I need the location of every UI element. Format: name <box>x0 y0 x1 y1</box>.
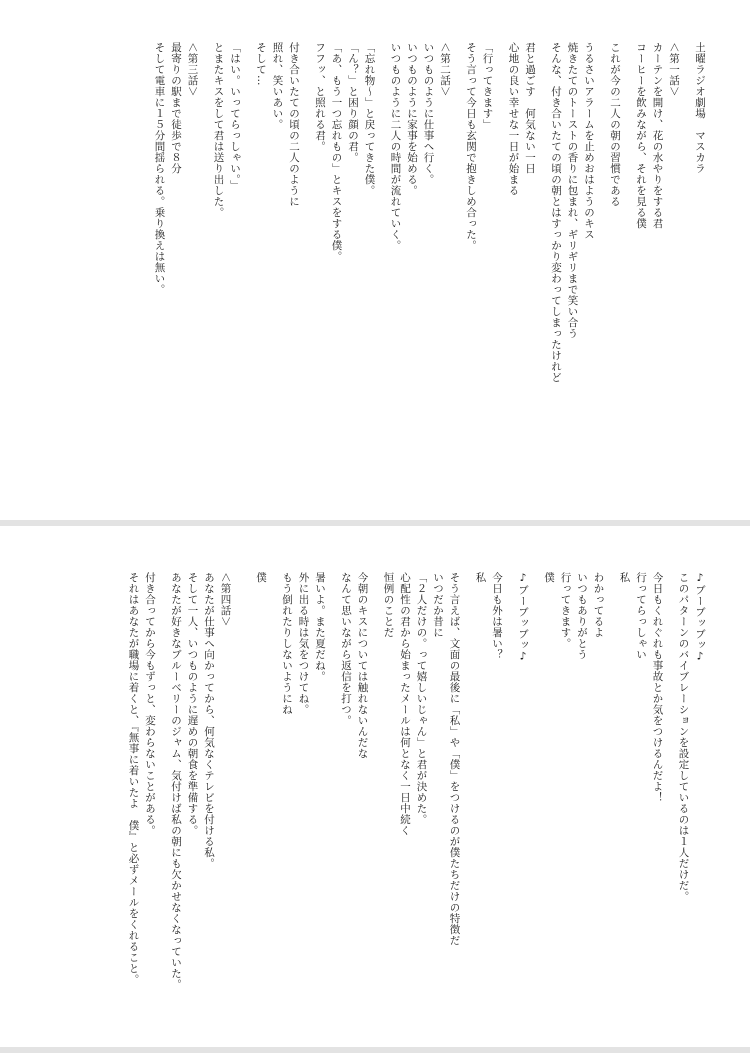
text-column: 付き合いたての頃の二人のように <box>288 42 300 207</box>
text-column: とまたキスをして君は送り出した。 <box>212 42 225 218</box>
text-column: うるさいアラームを止めおはようのキス <box>583 42 595 240</box>
text-column: 私 <box>618 572 631 583</box>
text-column: ＜第三話＞ <box>186 42 199 97</box>
text-column: いつものように家事を始める。 <box>406 42 418 196</box>
text-column: このパターンのバイブレーションを設定しているのは１人だけだ。 <box>677 572 690 902</box>
text-column: そんな、付き合いたての頃の朝とはすっかり変わってしまったけれど <box>550 42 562 383</box>
text-column: 心地の良い幸せな一日が始まる <box>507 42 520 196</box>
text-column: 今日も外は暑い？ <box>491 572 503 660</box>
text-column: そう言えば、文面の最後に「私」や「僕」をつけるのが僕たちだけの特徴だ <box>448 572 461 946</box>
text-column: 恒例のことだ <box>382 572 395 638</box>
text-column: いつものように仕事へ行く。 <box>422 42 435 185</box>
text-column: 「あ、もう一つ忘れもの」とキスをする僕。 <box>330 42 343 262</box>
text-column: なんて思いながら返信を打つ。 <box>340 572 352 726</box>
text-column: ♪ブーブッブッ♪ <box>517 572 529 663</box>
text-column: 私 <box>474 572 487 583</box>
text-column: もう倒れたりしないようにね <box>281 572 293 715</box>
text-column: そして電車に１５分間揺られる。乗り換えは無い。 <box>153 42 166 295</box>
text-column: 「ん？」と困り顔の君。 <box>347 42 359 163</box>
text-column: 付き合ってから今もずっと、変わらないことがある。 <box>144 572 156 836</box>
text-column: 僕 <box>543 572 555 583</box>
text-column: いつもありがとう <box>576 572 588 660</box>
text-column: 心配性の君から始まったメールは何となく一日中続く <box>399 572 411 836</box>
text-column: そして一人、いつものように遅めの朝食を準備する。 <box>186 572 199 836</box>
text-column: 僕 <box>255 572 267 583</box>
text-column: ♪ブーブッブッ♪ <box>694 572 706 663</box>
text-column: フフッ、と照れる君。 <box>314 42 326 152</box>
manuscript-page-2 <box>0 526 750 1047</box>
text-column: 外に出る時は気をつけてね。 <box>297 572 310 715</box>
text-column: カーテンを開け、花の水やりをする君 <box>651 42 664 229</box>
manuscript-page-1 <box>0 0 750 520</box>
text-column: いつだか昔に <box>432 572 444 638</box>
text-column: 最寄りの駅まで徒歩で８分 <box>170 42 182 174</box>
text-column: これが今の二人の朝の習慣である <box>609 42 621 207</box>
text-column: 今朝のキスについては触れないんだな <box>356 572 369 759</box>
text-column: 行ってきます。 <box>559 572 572 649</box>
text-column: 照れ、笑いあい。 <box>271 42 284 130</box>
text-column: ＜第四話＞ <box>219 572 232 627</box>
text-column: 今日もくれぐれも事故とか気をつけるんだよ！ <box>651 572 664 803</box>
text-column: それはあなたが職場に着くと、『無事に着いたよ 僕』と必ずメールをくれること。 <box>127 572 140 985</box>
text-column: そして… <box>255 42 267 86</box>
text-column: いつものように二人の時間が流れていく。 <box>389 42 402 251</box>
text-column: 君と過ごす 何気ない一日 <box>524 42 536 174</box>
text-column: 「はい。いってらっしゃい。」 <box>229 42 241 191</box>
text-column: 「忘れ物〜」と戻ってきた僕。 <box>363 42 376 196</box>
text-column: ＜第二話＞ <box>439 42 451 97</box>
text-column: ＜第一話＞ <box>668 42 680 97</box>
text-column: 「２人だけの。って嬉しいじゃん」と君が決めた。 <box>415 572 428 825</box>
text-column: そう言って今日も玄関で抱きしめ合った。 <box>465 42 477 251</box>
text-column: あなたが好きなブルーベリーのジャム、気付けば私の朝にも欠かせなくなっていた。 <box>170 572 182 990</box>
text-column: コーヒーを飲みながら、それを見る僕 <box>635 42 647 229</box>
text-column: 暑いよ。また夏だね。 <box>314 572 326 682</box>
text-column: 土曜ラジオ劇場 マスカラ <box>694 42 706 174</box>
text-column: あなたが仕事へ向かってから、何気なくテレビを付ける私。 <box>203 572 215 869</box>
text-column: 行ってらっしゃい <box>635 572 647 660</box>
text-column: 焼きたてのトーストの香りに包まれ、ギリギリまで笑い合う <box>566 42 579 339</box>
text-column: 「行ってきます」 <box>481 42 494 130</box>
text-column: わかってるよ <box>592 572 605 638</box>
